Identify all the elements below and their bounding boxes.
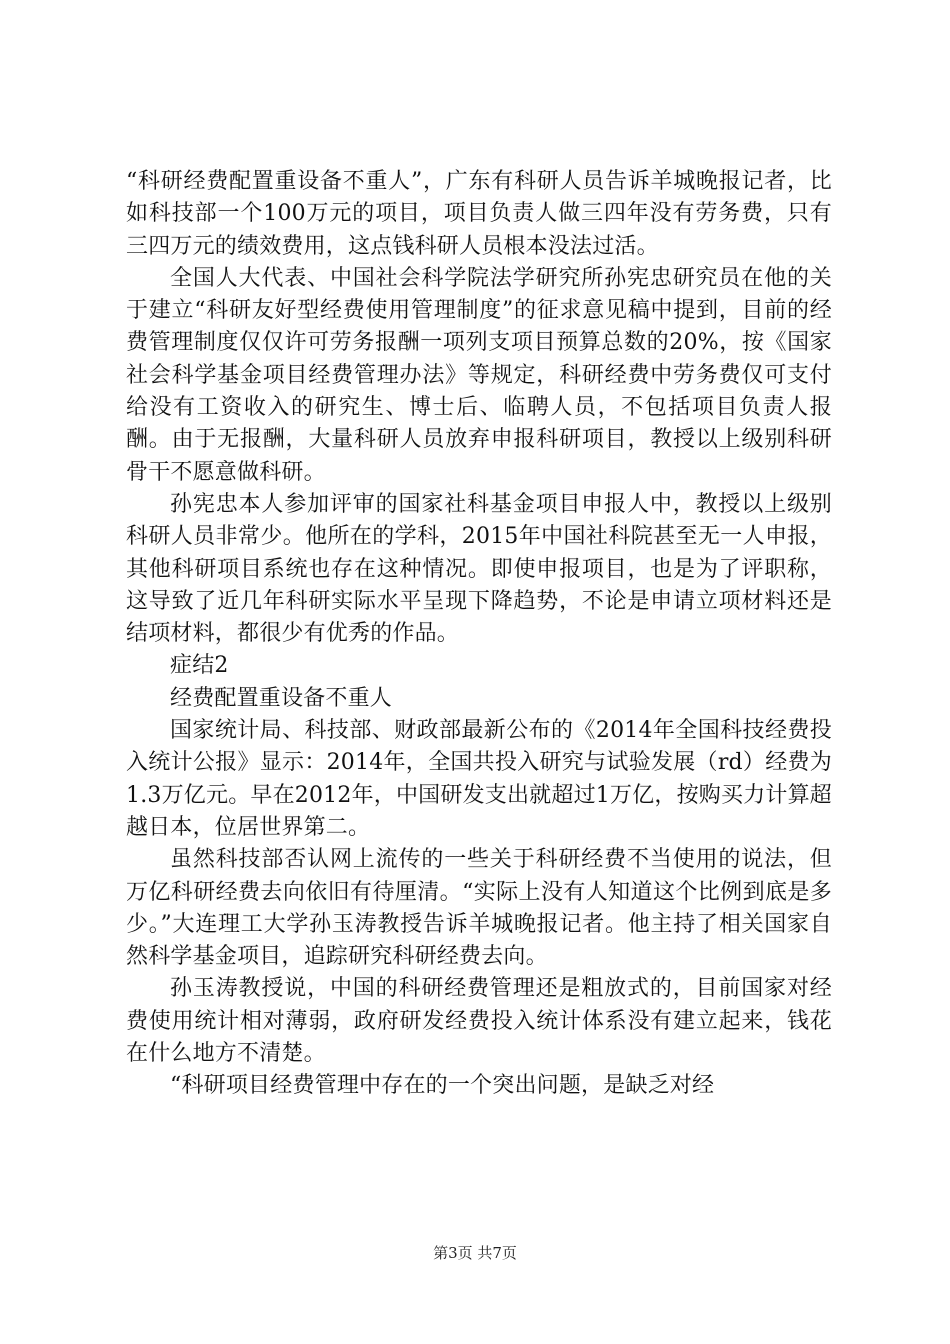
paragraph-4: 国家统计局、科技部、财政部最新公布的《2014年全国科技经费投入统计公报》显示：2014年，全国共投入研究与试验发展（rd）经费为1.3万亿元。早在2012年，中国研发支出就超过1万亿，按购买力计算超越日本，位居世界第二。 bbox=[126, 718, 832, 840]
section-label: 症结2 bbox=[170, 653, 229, 679]
paragraph-5: 虽然科技部否认网上流传的一些关于科研经费不当使用的说法，但万亿科研经费去向依旧有待厘清。“实际上没有人知道这个比例到底是多少。”大连理工大学孙玉涛教授告诉羊城晚报记者。他主持了相关国家自然科学基金项目，追踪研究科研经费去向。 bbox=[126, 847, 832, 970]
paragraph-2: 全国人大代表、中国社会科学院法学研究所孙宪忠研究员在他的关于建立“科研友好型经费使用管理制度”的征求意见稿中提到，目前的经费管理制度仅仅许可劳务报酬一项列支项目预算总数的20%，按《国家社会科学基金项目经费管理办法》等规定，科研经费中劳务费仅可支付给没有工资收入的研究生、博士后、临聘人员，不包括项目负责人报酬。由于无报酬，大量科研人员放弃申报科研项目，教授以上级别科研骨干不愿意做科研。 bbox=[126, 265, 832, 485]
document-body bbox=[126, 166, 832, 1103]
paragraph-1: “科研经费配置重设备不重人”，广东有科研人员告诉羊城晚报记者，比如科技部一个100万元的项目，项目负责人做三四年没有劳务费，只有三四万元的绩效费用，这点钱科研人员根本没法过活。 bbox=[126, 169, 832, 259]
paragraph-3: 孙宪忠本人参加评审的国家社科基金项目申报人中，教授以上级别科研人员非常少。他所在的学科，2015年中国社科院甚至无一人申报，其他科研项目系统也存在这种情况。即使申报项目，也是为了评职称，这导致了近几年科研实际水平呈现下降趋势，不论是申请立项材料还是结项材料，都很少有优秀的作品。 bbox=[126, 491, 832, 647]
section-heading: 经费配置重设备不重人 bbox=[170, 685, 393, 711]
paragraph-7: “科研项目经费管理中存在的一个突出问题，是缺乏对经 bbox=[170, 1073, 715, 1099]
page-footer: 第3页 共7页 bbox=[433, 1244, 517, 1262]
paragraph-6: 孙玉涛教授说，中国的科研经费管理还是粗放式的，目前国家对经费使用统计相对薄弱，政府研发经费投入统计体系没有建立起来，钱花在什么地方不清楚。 bbox=[126, 976, 832, 1067]
